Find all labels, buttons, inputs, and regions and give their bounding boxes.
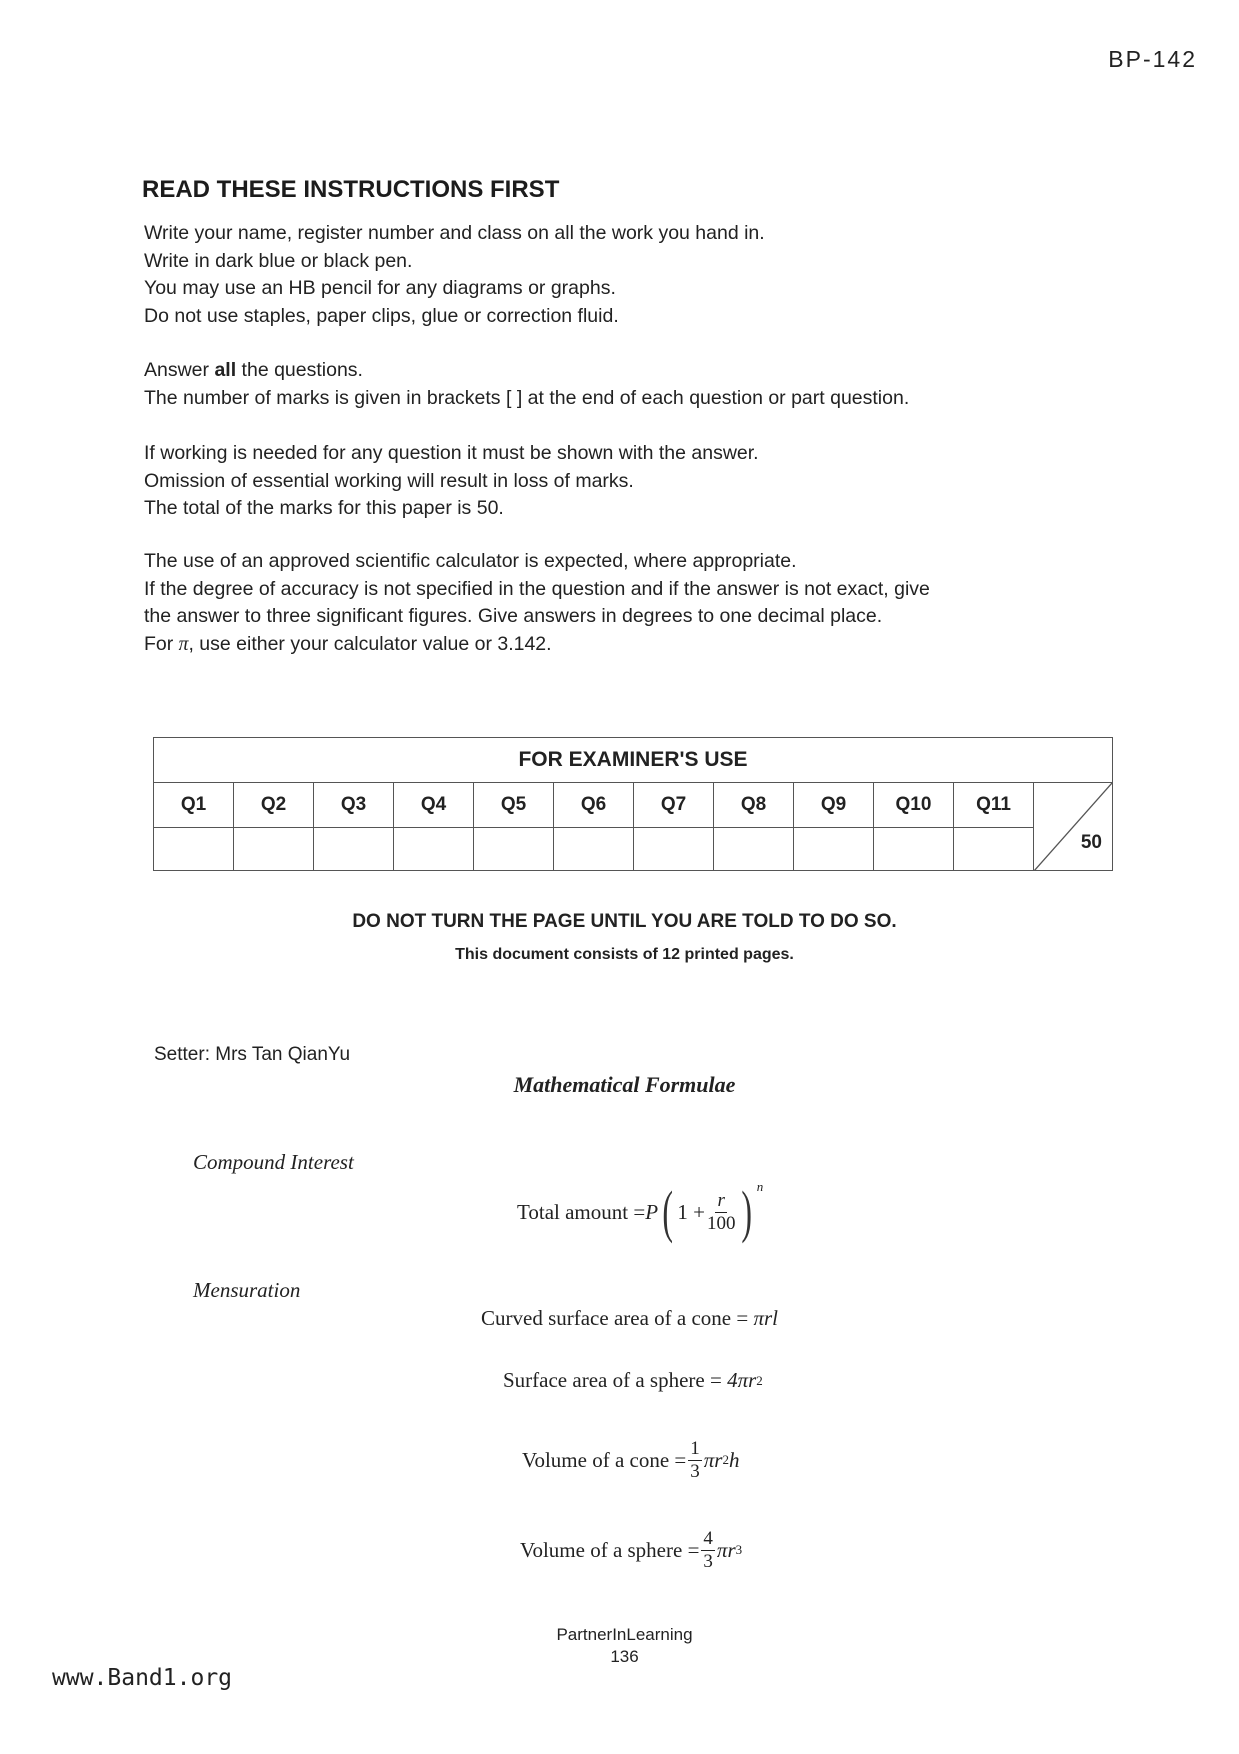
formula-rhs: πrl: [753, 1306, 778, 1330]
instruction-line: The use of an approved scientific calculator is expected, where appropriate.: [144, 550, 797, 572]
height-symbol: h: [728, 1447, 740, 1472]
denominator: 3: [703, 1550, 713, 1572]
numerator: r: [717, 1189, 725, 1211]
left-paren-icon: (: [662, 1179, 673, 1244]
formula-rhs: 4πr: [727, 1368, 757, 1392]
score-cell: [314, 828, 394, 871]
instruction-line: If the degree of accuracy is not specified in the question and if the answer is not exact, give: [144, 577, 930, 600]
watermark: www.Band1.org: [52, 1665, 233, 1691]
formula-term: 1 +: [677, 1199, 705, 1224]
exponent: 2: [756, 1372, 763, 1388]
formula-sphere-volume: [520, 1520, 742, 1580]
question-header: Q7: [634, 783, 714, 828]
score-cell: [554, 828, 634, 871]
question-header: Q1: [154, 783, 234, 828]
instructions-block-answering: [144, 357, 909, 412]
score-cell: [794, 828, 874, 871]
formula-cone-curved-surface: [481, 1306, 778, 1331]
exponent: 2: [722, 1452, 729, 1467]
text: For: [144, 632, 179, 655]
instruction-line: If working is needed for any question it must be shown with the answer.: [144, 442, 759, 464]
text: Answer: [144, 359, 215, 381]
instructions-block-general: [144, 220, 765, 330]
instruction-line: the answer to three significant figures. Give answers in degrees to one decimal place.: [144, 605, 883, 627]
instructions-block-working: [144, 440, 759, 523]
footer: [0, 1624, 1239, 1668]
question-header: Q3: [314, 783, 394, 828]
page-number: 136: [610, 1647, 639, 1666]
fraction: [701, 1529, 715, 1572]
instruction-line: Write your name, register number and class on all the work you hand in.: [144, 222, 765, 244]
total-marks: 50: [1080, 832, 1102, 853]
paper-code: BP-142: [1108, 46, 1197, 72]
instruction-line: [144, 357, 909, 385]
question-header: Q2: [234, 783, 314, 828]
score-cell: [874, 828, 954, 871]
question-header: Q8: [714, 783, 794, 828]
numerator: 1: [690, 1437, 700, 1459]
formula-cone-volume: [522, 1430, 739, 1490]
fraction: [707, 1191, 736, 1234]
formula-lhs: Volume of a sphere =: [520, 1537, 700, 1562]
total-marks-cell: [1034, 783, 1113, 871]
score-cell: [394, 828, 474, 871]
score-cell: [474, 828, 554, 871]
diagonal-divider-icon: [1034, 783, 1112, 871]
question-header: Q5: [474, 783, 554, 828]
section-label-mensuration: Mensuration: [193, 1278, 301, 1302]
instructions-block-calculator: [144, 548, 930, 658]
instructions-heading: READ THESE INSTRUCTIONS FIRST: [142, 176, 560, 203]
examiner-table-title: FOR EXAMINER'S USE: [154, 738, 1113, 783]
text: , use either your calculator value or 3.142.: [188, 632, 552, 655]
page-count-notice: This document consists of 12 printed pages.: [455, 946, 794, 963]
fraction: [688, 1439, 702, 1482]
formula-lhs: Volume of a cone =: [522, 1447, 687, 1472]
score-cell: [234, 828, 314, 871]
section-label-compound-interest: Compound Interest: [193, 1150, 354, 1174]
question-header: Q10: [874, 783, 954, 828]
examiner-use-table: [153, 737, 1113, 871]
formula-lhs: Total amount =: [517, 1199, 646, 1224]
denominator: 3: [690, 1460, 700, 1482]
do-not-turn-notice: DO NOT TURN THE PAGE UNTIL YOU ARE TOLD TO DO SO.: [352, 911, 897, 932]
footer-organization: PartnerInLearning: [556, 1625, 693, 1644]
instruction-line: [144, 631, 930, 659]
score-cell: [714, 828, 794, 871]
formulae-title: Mathematical Formulae: [513, 1072, 736, 1097]
denominator: 100: [706, 1212, 736, 1234]
formula-lhs: Curved surface area of a cone =: [481, 1306, 749, 1330]
instruction-line: Write in dark blue or black pen.: [144, 249, 413, 272]
right-paren-icon: ): [741, 1179, 753, 1244]
instruction-line: You may use an HB pencil for any diagrams or graphs.: [144, 277, 616, 299]
formula-compound-interest: [517, 1177, 763, 1247]
score-cell: [954, 828, 1034, 871]
numerator: 4: [703, 1527, 713, 1549]
formula-sphere-surface-area: [503, 1368, 763, 1393]
exponent: n: [756, 1179, 764, 1194]
question-header: Q9: [794, 783, 874, 828]
score-cell: [154, 828, 234, 871]
formula-rhs: πr: [703, 1447, 723, 1472]
score-cell: [634, 828, 714, 871]
instruction-line: The number of marks is given in brackets [ ] at the end of each question or part question.: [144, 386, 910, 409]
setter-name: Setter: Mrs Tan QianYu: [154, 1044, 351, 1065]
question-header: Q6: [554, 783, 634, 828]
text: the questions.: [236, 359, 363, 381]
formula-lhs: Surface area of a sphere =: [503, 1368, 722, 1392]
pi-symbol: π: [178, 633, 189, 655]
instruction-line: Do not use staples, paper clips, glue or correction fluid.: [144, 304, 619, 327]
exponent: 3: [735, 1542, 743, 1557]
question-header: Q11: [954, 783, 1034, 828]
question-header: Q4: [394, 783, 474, 828]
principal-symbol: P: [645, 1199, 659, 1224]
instruction-line: Omission of essential working will result in loss of marks.: [144, 469, 634, 492]
emphasis-all: all: [214, 359, 237, 381]
formula-rhs: πr: [716, 1537, 736, 1562]
instruction-line: The total of the marks for this paper is 50.: [144, 497, 504, 519]
